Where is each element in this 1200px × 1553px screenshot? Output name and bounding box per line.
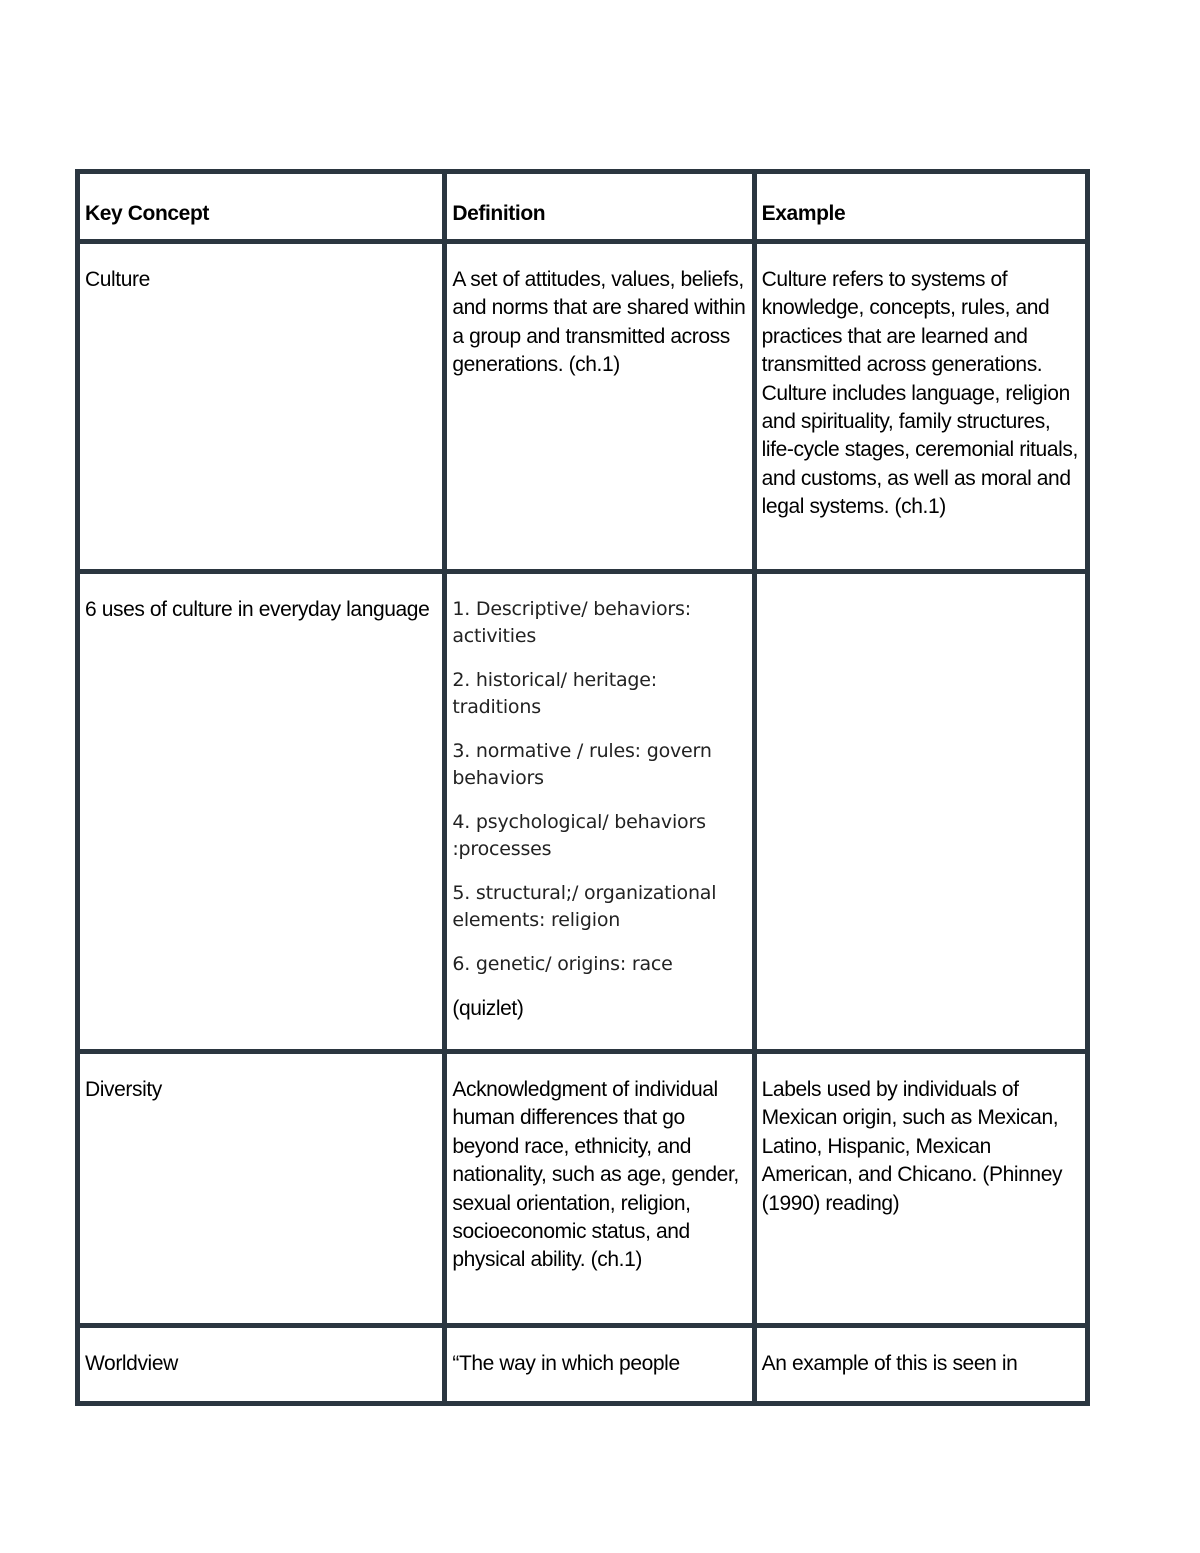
list-item: 5. structural;/ organizational elements: religion [452, 882, 717, 931]
definition-cell: A set of attitudes, values, beliefs, and norms that are shared within a group and transmitted across generations. (ch.1) [445, 242, 754, 572]
example-cell: An example of this is seen in [754, 1326, 1087, 1404]
list-item: 1. Descriptive/ behaviors: activities [452, 598, 691, 647]
example-cell: Culture refers to systems of knowledge, concepts, rules, and practices that are learned and transmitted across generations. Culture includes language, religion and spirituality, family structures, life-cycle stages, ceremonial rituals, and customs, as well as moral and legal systems. (ch.1) [754, 242, 1087, 572]
definition-cell: “The way in which people [445, 1326, 754, 1404]
concept-cell: Culture [78, 242, 445, 572]
header-key-concept: Key Concept [78, 172, 445, 242]
header-definition: Definition [445, 172, 754, 242]
definition-cell [445, 572, 754, 1052]
list-item: 3. normative / rules: govern behaviors [452, 740, 712, 789]
definition-cell: Acknowledgment of individual human differences that go beyond race, ethnicity, and nationality, such as age, gender, sexual orientation, religion, socioeconomic status, and physical ability. (ch.1) [445, 1052, 754, 1326]
concept-cell: Worldview [78, 1326, 445, 1404]
key-concepts-table [75, 169, 1090, 1406]
concept-cell: 6 uses of culture in everyday language [78, 572, 445, 1052]
table-header-row [78, 172, 1088, 242]
concept-cell: Diversity [78, 1052, 445, 1326]
example-cell [754, 572, 1087, 1052]
table-row [78, 242, 1088, 572]
uses-list [452, 596, 747, 978]
table-row [78, 1326, 1088, 1404]
list-item: 6. genetic/ origins: race [452, 953, 673, 975]
source-note: (quizlet) [452, 997, 524, 1020]
header-example: Example [754, 172, 1087, 242]
list-item: 4. psychological/ behaviors :processes [452, 811, 706, 860]
example-cell: Labels used by individuals of Mexican origin, such as Mexican, Latino, Hispanic, Mexican American, and Chicano. (Phinney (1990) reading) [754, 1052, 1087, 1326]
table-row [78, 572, 1088, 1052]
list-item: 2. historical/ heritage: traditions [452, 669, 657, 718]
table-row [78, 1052, 1088, 1326]
